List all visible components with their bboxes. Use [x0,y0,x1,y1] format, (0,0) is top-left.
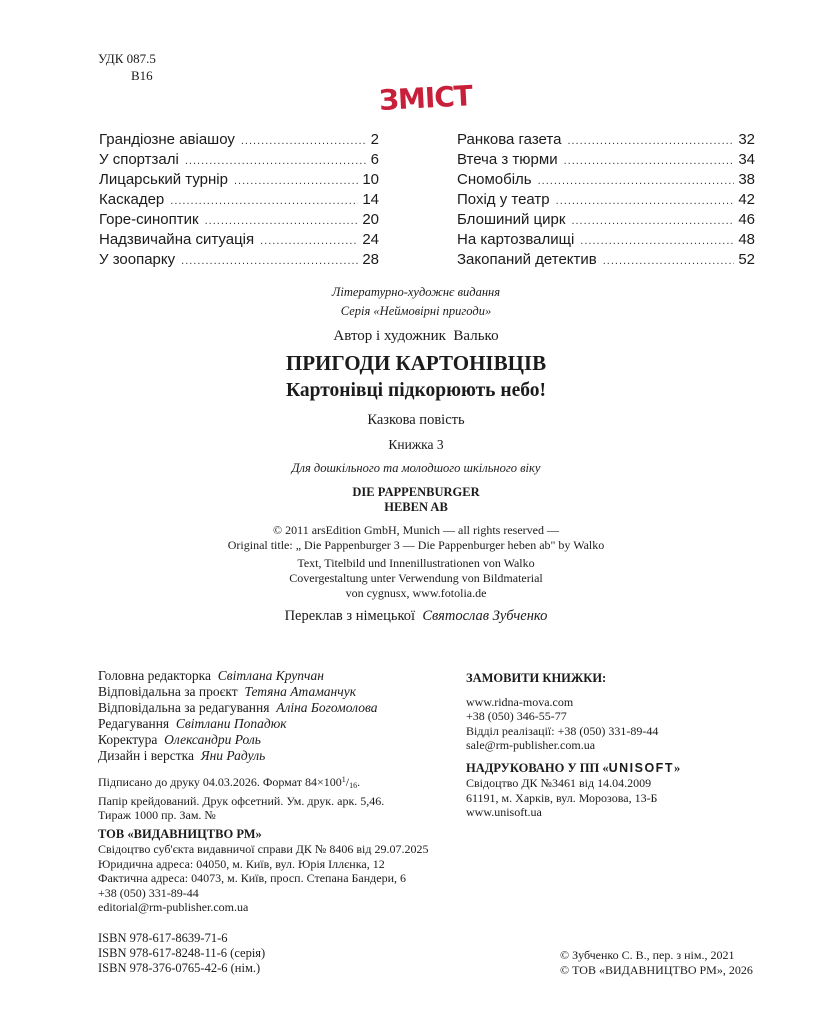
udk-code: УДК 087.5 [98,51,156,66]
toc-entry-title: На картозвалищі [457,231,575,248]
toc-entry[interactable] [99,211,379,231]
book-number: Книжка 3 [388,437,444,452]
toc-entry-page: 34 [738,151,755,168]
staff-role: Редагування [98,716,170,731]
staff-role: Відповідальна за редагування [98,700,270,715]
author-sign: В16 [131,68,153,83]
toc-entry-title: У зоопарку [99,251,176,268]
toc-entry[interactable] [457,211,755,231]
toc-entry-page: 28 [362,251,379,268]
toc-entry[interactable] [457,131,755,151]
publisher-email[interactable]: editorial@rm-publisher.com.ua [98,900,249,914]
toc-entry-title: Втеча з тюрми [457,151,558,168]
toc-entry-page: 20 [362,211,379,228]
toc-entry[interactable] [99,231,379,251]
toc-entry-page: 48 [738,231,755,248]
toc-entry[interactable] [457,251,755,271]
credits-line: Covergestaltung unter Verwendung von Bildmaterial [289,571,543,585]
publisher-line: Свідоцтво суб'єкта видавничої справи ДК № 8406 від 29.07.2025 [98,842,429,856]
toc-leader-dots [205,215,359,227]
printer-heading-text: НАДРУКОВАНО У ПП « [466,761,609,775]
publisher-phone: +38 (050) 331-89-44 [98,885,199,900]
print-format-text: Підписано до друку 04.03.2026. Формат 84×100 [98,775,342,789]
toc-entry[interactable] [457,151,755,171]
staff-name: Яни Радуль [200,748,266,763]
toc-leader-dots [564,155,735,167]
copyright-line: Original title: „ Die Pappenburger 3 — Die Pappenburger heben ab" by Walko [227,538,605,552]
printer-heading [466,760,680,776]
publisher-line: Юридична адреса: 04050, м. Київ, вул. Юрія Іллєнка, 12 [98,856,385,871]
toc-leader-dots [241,135,367,147]
isbn-line: ISBN 978-617-8639-71-6 [98,931,228,945]
order-heading: ЗАМОВИТИ КНИЖКИ: [466,671,607,685]
isbn-line: ISBN 978-617-8248-11-6 (серія) [98,946,266,960]
toc-entry-page: 10 [362,171,379,188]
book-subtitle: Картонівці підкорюють небо! [285,380,547,401]
toc-entry-page: 38 [738,171,755,188]
udk-block [98,50,156,84]
toc-entry-title: Похід у театр [457,191,550,208]
toc-leader-dots [185,155,367,167]
isbn-line: ISBN 978-376-0765-42-6 (нім.) [98,961,261,975]
staff-name: Світлана Крупчан [217,668,324,683]
toc-leader-dots [603,255,735,267]
print-format-end: . [357,775,361,789]
order-website-link[interactable]: www.ridna-mova.com [466,694,574,709]
toc-leader-dots [234,175,358,187]
publisher-line: Фактична адреса: 04073, м. Київ, просп. Степана Бандери, 6 [98,871,407,885]
toc-leader-dots [170,195,358,207]
toc-leader-dots [260,235,358,247]
copyright-ua-block [560,948,753,977]
staff-name: Тетяна Атаманчук [244,684,357,699]
toc-entry[interactable] [457,231,755,251]
format-fraction-denominator: 16 [349,781,358,790]
staff-name: Аліна Богомолова [276,700,378,715]
staff-row [98,684,377,700]
print-info-line: Тираж 1000 пр. Зам. № [98,808,216,822]
toc-entry-title: У спортзалі [99,151,179,168]
toc-entry-title: Ранкова газета [457,131,562,148]
toc-leader-dots [567,135,734,147]
toc-entry-page: 32 [738,131,755,148]
original-title-line-2: HEBEN AB [384,500,448,514]
staff-role: Дизайн і верстка [98,748,194,763]
edition-type: Літературно-художнє видання [331,285,501,299]
print-info-line [98,773,384,794]
toc-entry-page: 24 [362,231,379,248]
toc-right-column [457,131,755,271]
staff-row [98,716,377,732]
staff-row [98,668,377,684]
original-title-line-1: DIE PAPPENBURGER [352,485,480,499]
copyright-ua-line: © ТОВ «ВИДАВНИЦТВО РМ», 2026 [560,962,753,977]
toc-entry[interactable] [457,171,755,191]
format-fraction-numerator: 1 [341,775,346,784]
printer-heading-end: » [673,761,681,775]
staff-role: Відповідальна за проєкт [98,684,238,699]
staff-credits [98,668,377,764]
toc-entry-title: Каскадер [99,191,165,208]
book-title: ПРИГОДИ КАРТОНІВЦІВ [285,351,547,375]
toc-leader-dots [571,215,734,227]
toc-entry-page: 42 [738,191,755,208]
toc-entry-page: 2 [370,131,379,148]
toc-leader-dots [580,235,734,247]
format-fraction-separator: / [345,775,350,789]
order-block [466,671,658,753]
toc-entry-title: Закопаний детектив [457,251,597,268]
translation-credit [0,608,832,625]
order-phone: +38 (050) 346-55-77 [466,709,567,723]
toc-entry[interactable] [99,191,379,211]
toc-entry-title: Лицарський турнір [99,171,228,188]
toc-left-column [99,131,379,271]
sales-email[interactable]: sale@rm-publisher.com.ua [466,738,596,752]
author-line: Автор і художник Валько [333,328,499,344]
credits-line: von cygnusx, www.fotolia.de [345,586,487,600]
copyright-ua-line: © Зубченко С. В., пер. з нім., 2021 [560,948,735,962]
toc-entry[interactable] [99,151,379,171]
toc-entry-title: Горе-синоптик [99,211,199,228]
isbn-block [98,931,265,976]
print-info [98,773,384,823]
translation-label: Переклав з німецької [284,608,416,624]
printer-website-link[interactable]: www.unisoft.ua [466,805,542,819]
printer-line: Свідоцтво ДК №3461 від 14.04.2009 [466,776,652,790]
toc-entry[interactable] [457,191,755,211]
translator-name: Святослав Зубченко [422,608,548,624]
printer-brand: UNISOFT [608,761,674,775]
toc-leader-dots [538,175,735,187]
series-name: Серія «Неймовірні пригоди» [340,304,492,318]
staff-name: Олександри Роль [164,732,261,747]
staff-role: Головна редакторка [98,668,212,683]
toc-entry-page: 46 [738,211,755,228]
staff-row [98,748,377,764]
staff-row [98,732,377,748]
toc-entry-page: 52 [738,251,755,268]
toc-entry-title: Надзвичайна ситуація [99,231,255,248]
toc-entry-title: Сномобіль [457,171,532,188]
contents-title: ЗМІСТ [378,79,473,117]
genre: Казкова повість [367,412,465,428]
staff-name: Світлани Попадюк [175,716,287,731]
toc-entry[interactable] [99,251,379,271]
toc-entry-title: Блошиний цирк [457,211,566,228]
copyright-line: © 2011 arsEdition GmbH, Munich — all rights reserved — [273,523,559,537]
publisher-block [98,826,428,915]
toc-leader-dots [181,255,358,267]
toc-entry[interactable] [99,171,379,191]
printer-block [466,760,680,820]
print-info-line: Папір крейдований. Друк офсетний. Ум. друк. арк. 5,46. [98,793,385,808]
staff-row [98,700,377,716]
target-audience: Для дошкільного та молодшого шкільного віку [291,461,541,475]
toc-entry-page: 6 [370,151,379,168]
publisher-name: ТОВ «ВИДАВНИЦТВО РМ» [98,827,262,841]
sales-department-phone: Відділ реалізації: +38 (050) 331-89-44 [466,723,659,738]
printer-line: 61191, м. Харків, вул. Морозова, 13-Б [466,790,658,805]
toc-entry-page: 14 [362,191,379,208]
toc-entry-title: Грандіозне авіашоу [99,131,235,148]
credits-line: Text, Titelbild und Innenillustrationen von Walko [297,556,535,570]
toc-entry[interactable] [99,131,379,151]
toc-leader-dots [556,195,735,207]
staff-role: Коректура [98,732,158,747]
